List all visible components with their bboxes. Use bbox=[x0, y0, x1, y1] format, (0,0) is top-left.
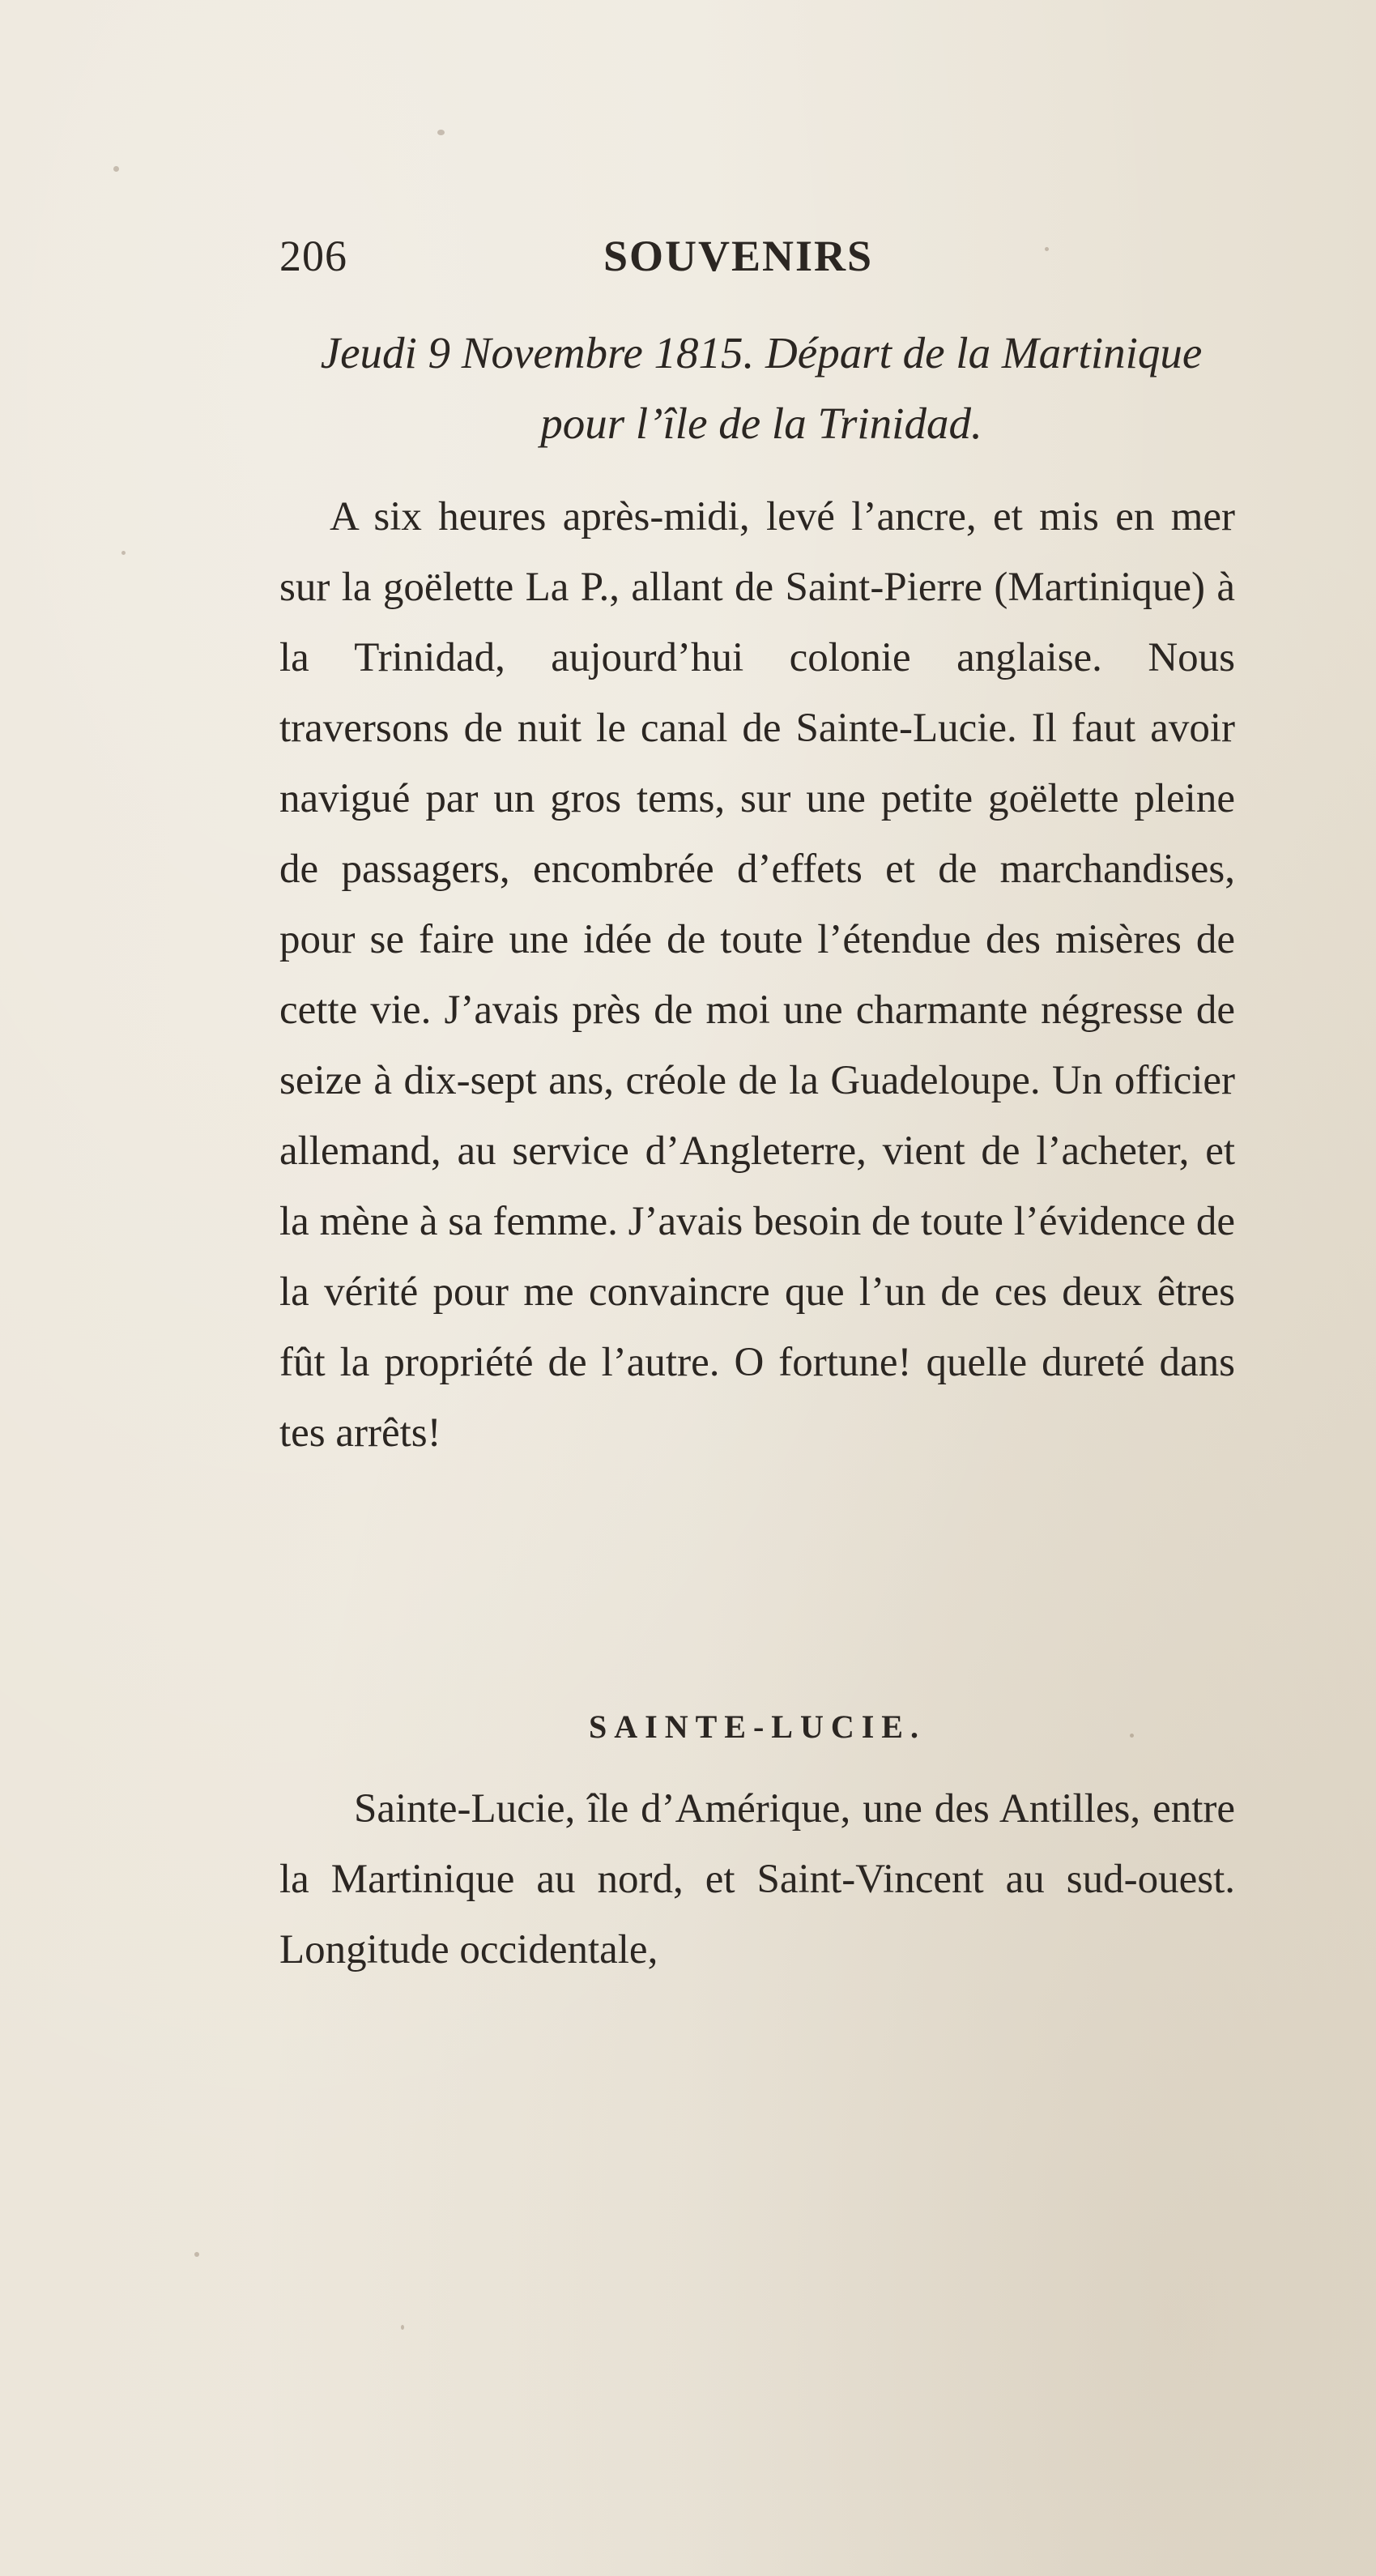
paper-spot bbox=[121, 551, 126, 555]
running-head: SOUVENIRS bbox=[603, 232, 874, 280]
section-title: SAINTE-LUCIE. bbox=[589, 1708, 926, 1745]
paper-spot bbox=[113, 166, 119, 172]
paper-spot bbox=[437, 130, 445, 135]
page-header bbox=[279, 231, 1227, 288]
paragraph-voyage: A six heures après-midi, levé l’ancre, et mis en mer sur la goëlette La P., allant de Saint-Pierre (Martinique) à la Trinidad, aujourd’hui colonie anglaise. Nous traversons de nuit le canal de Sainte-Lucie. Il faut avoir navigué par un gros tems, sur une petite goëlette pleine de passagers, encombrée d’effets et de marchandises, pour se faire une idée de toute l’étendue des misères de cette vie. J’avais près de moi une charmante négresse de seize à dix-sept ans, créole de la Guadeloupe. Un officier allemand, au service d’Angleterre, vient de l’acheter, et la mène à sa femme. J’avais besoin de toute l’évidence de la vérité pour me convaincre que l’un de ces deux êtres fût la propriété de l’autre. O fortune! quelle dureté dans tes arrêts! bbox=[279, 494, 1235, 1456]
paper-spot bbox=[194, 2252, 199, 2257]
entry-heading: Jeudi 9 Novembre 1815. Départ de la Martinique pour l’île de la Trinidad. bbox=[320, 328, 1203, 448]
paragraph-sainte-lucie: Sainte-Lucie, île d’Amérique, une des Antilles, entre la Martinique au nord, et Saint-Vincent au sud-ouest. Longitude occidentale, bbox=[279, 1786, 1235, 1973]
paper-spot bbox=[401, 2325, 404, 2330]
page-number: 206 bbox=[279, 232, 347, 280]
